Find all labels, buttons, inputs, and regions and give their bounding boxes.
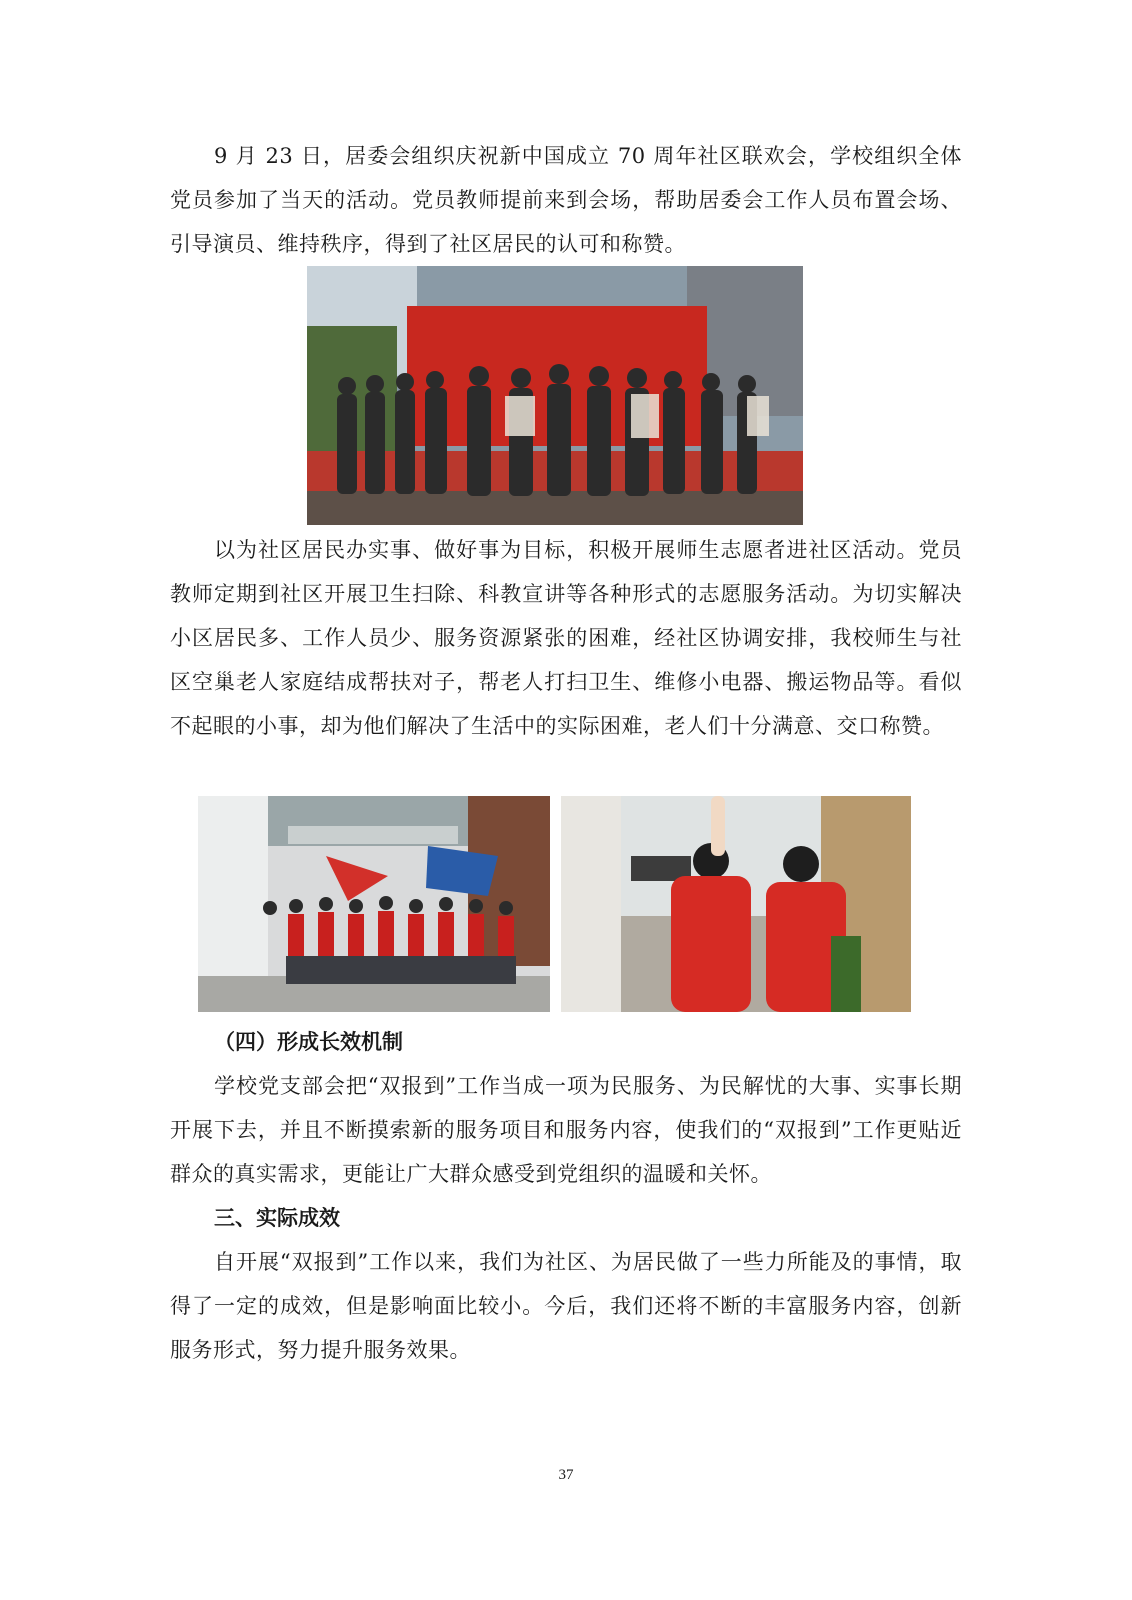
paragraph-results: 自开展“双报到”工作以来，我们为社区、为居民做了一些力所能及的事情，取得了一定的成效，但是影响面比较小。今后，我们还将不断的丰富服务内容，创新服务形式，努力提升服务效果。 bbox=[170, 1250, 962, 1362]
section-heading-long-term: （四）形成长效机制 bbox=[214, 1030, 403, 1054]
paragraph-community-gala: 9 月 23 日，居委会组织庆祝新中国成立 70 周年社区联欢会，学校组织全体党员参加了当天的活动。党员教师提前来到会场，帮助居委会工作人员布置会场、引导演员、维持秩序，得到了社区居民的认可和称赞。 bbox=[170, 144, 962, 256]
paragraph-long-term-mechanism: 学校党支部会把“双报到”工作当成一项为民服务、为民解忧的大事、实事长期开展下去，并且不断摸索新的服务项目和服务内容，使我们的“双报到”工作更贴近群众的真实需求，更能让广大群众感受到党组织的温暖和关怀。 bbox=[170, 1074, 962, 1186]
section-heading-results: 三、实际成效 bbox=[214, 1206, 340, 1230]
group-photo-gala bbox=[307, 266, 803, 525]
page-number: 37 bbox=[558, 1467, 574, 1483]
paragraph-volunteer-service: 以为社区居民办实事、做好事为目标，积极开展师生志愿者进社区活动。党员教师定期到社区开展卫生扫除、科教宣讲等各种形式的志愿服务活动。为切实解决小区居民多、工作人员少、服务资源紧张的困难，经社区协调安排，我校师生与社区空巢老人家庭结成帮扶对子，帮老人打扫卫生、维修小电器、搬运物品等。看似不起眼的小事，却为他们解决了生活中的实际困难，老人们十分满意、交口称赞。 bbox=[170, 538, 962, 738]
volunteer-kitchen-photo bbox=[561, 796, 911, 1012]
volunteer-group-photo bbox=[198, 796, 550, 1012]
